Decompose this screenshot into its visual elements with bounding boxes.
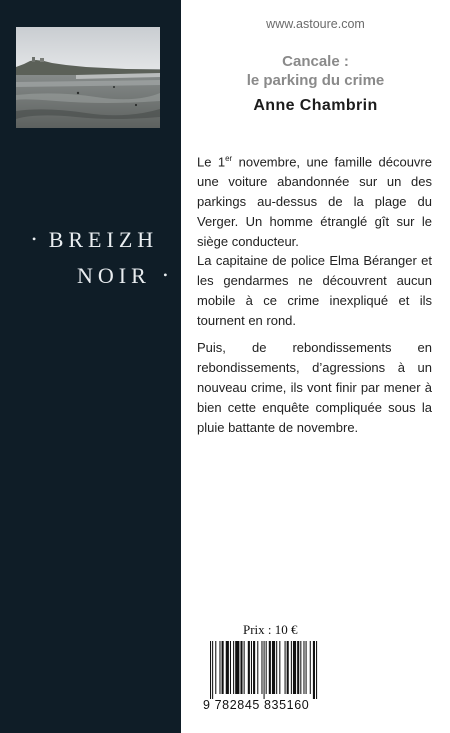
barcode-bar	[303, 641, 304, 694]
barcode-bar	[291, 641, 292, 694]
barcode-bar	[285, 641, 286, 694]
barcode-bar	[306, 641, 307, 694]
barcode-bar	[269, 641, 271, 694]
barcode-bar	[310, 641, 311, 694]
barcode-bar	[300, 641, 301, 694]
barcode-bar	[279, 641, 280, 694]
barcode-bar	[219, 641, 220, 694]
harbour-photo	[16, 27, 160, 128]
barcode-bar	[253, 641, 255, 694]
series-name-line1: • BREIZH	[32, 227, 159, 252]
price-label: Prix : 10 €	[243, 622, 298, 637]
series-name-line2: NOIR •	[77, 263, 168, 288]
barcode-bar	[235, 641, 239, 694]
book-title-line1: Cancale :	[282, 53, 349, 70]
publisher-website[interactable]: www.astoure.com	[266, 17, 365, 31]
barcode-bar	[316, 641, 317, 699]
barcode-bar	[264, 641, 265, 699]
barcode-bar	[293, 641, 296, 694]
barcode-bar	[251, 641, 252, 694]
barcode-bar	[244, 641, 245, 694]
barcode-bar	[240, 641, 242, 694]
dark-side-panel	[0, 0, 181, 733]
barcode-bar	[210, 641, 211, 699]
barcode-bar	[212, 641, 213, 699]
barcode-bar	[313, 641, 315, 699]
barcode-bar	[287, 641, 289, 694]
barcode-bar	[226, 641, 229, 694]
book-title-line2: le parking du crime	[246, 72, 385, 89]
barcode	[208, 641, 358, 699]
barcode-bar	[222, 641, 224, 694]
barcode-bar	[230, 641, 231, 694]
blurb-paragraph-1: Le 1er novembre, une famille découvre une voiture abandonnée sur un des parkings au-dessus de la plage du Verger. Un homme étranglé gît sur le siège conducteur.	[197, 154, 432, 250]
barcode-bar	[272, 641, 275, 694]
back-text-panel	[181, 0, 450, 733]
series-bullet: •	[163, 268, 168, 282]
barcode-bar	[233, 641, 234, 694]
author-name: Anne Chambrin	[253, 97, 378, 114]
barcode-bar	[257, 641, 258, 694]
barcode-bar	[261, 641, 262, 694]
blurb-paragraph-3: Puis, de rebondissements en rebondissements, d’agressions à un nouveau crime, ils vont finir par mener à bien cette enquête compliquée sous la pluie battante de novembre.	[197, 340, 432, 435]
barcode-bar	[248, 641, 250, 694]
blurb-paragraph-2: La capitaine de police Elma Béranger et les gendarmes ne découvrent aucun mobile à ce crime inexpliqué et ils tournent en rond.	[197, 253, 432, 328]
barcode-bar	[276, 641, 277, 694]
isbn-number: 9 782845 835160	[203, 698, 310, 712]
barcode-bar	[215, 641, 216, 694]
barcode-bar	[297, 641, 299, 694]
series-bullet: •	[32, 232, 37, 246]
barcode-bar	[266, 641, 267, 694]
